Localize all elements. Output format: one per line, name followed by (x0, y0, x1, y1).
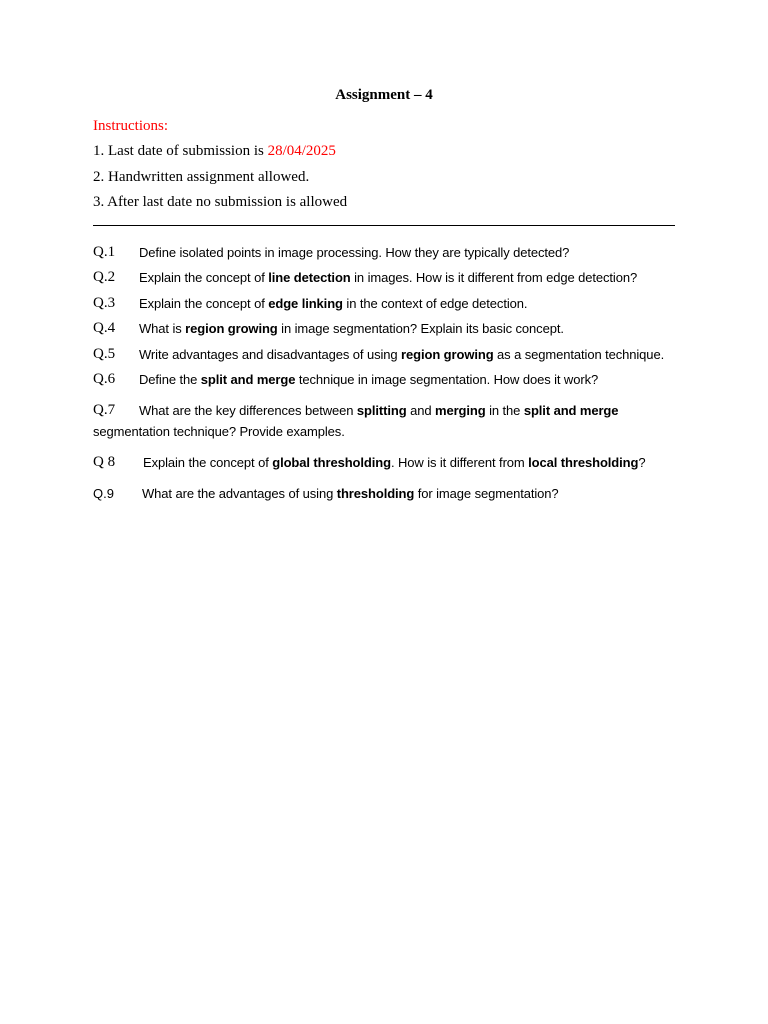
question-text-run: and (406, 403, 435, 418)
question-keyword: merging (435, 403, 486, 418)
question-number: Q.1 (93, 244, 116, 260)
question-keyword: splitting (356, 403, 407, 418)
question-number: Q.4 (93, 320, 116, 336)
question-text (139, 270, 637, 285)
question-text-run: technique in image segmentation. How does it work? (295, 372, 599, 387)
question-number: Q.9 (93, 486, 114, 501)
question-text-run: as a segmentation technique. (493, 347, 665, 362)
question-text-run: in the context of edge detection. (342, 296, 528, 311)
question-text (143, 455, 645, 470)
question-text-run: Explain the concept of (139, 270, 269, 285)
question-keyword: line detection (268, 270, 351, 285)
question-keyword: split and merge (523, 403, 619, 418)
question-keyword: split and merge (200, 372, 296, 387)
question-text-run: Define isolated points in image processing. How they are typically detected? (139, 245, 570, 260)
question-text-run: . How is it different from (390, 455, 529, 470)
question-keyword: region growing (185, 321, 278, 336)
instructions-heading: Instructions: (93, 118, 168, 134)
question-text-run: in images. How is it different from edge detection? (350, 270, 638, 285)
question-number: Q.2 (93, 269, 116, 285)
question-number: Q.6 (93, 371, 116, 387)
question-text-run: in the (485, 403, 524, 418)
instruction-text: 1. Last date of submission is (93, 143, 268, 159)
question-text-run: What are the advantages of using (142, 486, 337, 501)
question-text (139, 372, 598, 387)
question-number: Q 8 (93, 454, 116, 470)
question-keyword: global thresholding (272, 455, 391, 470)
question-keyword: edge linking (268, 296, 343, 311)
question-text-run: ? (638, 455, 646, 470)
submission-date: 28/04/2025 (267, 143, 336, 159)
question-number: Q.5 (93, 346, 116, 362)
question-text-run: What is (139, 321, 186, 336)
question-text-run: for image segmentation? (414, 486, 559, 501)
horizontal-divider (93, 225, 675, 226)
question-text-run: Write advantages and disadvantages of using (139, 347, 402, 362)
question-text-run: Explain the concept of (139, 296, 269, 311)
question-text (139, 347, 664, 362)
question-keyword: region growing (401, 347, 494, 362)
question-number: Q.7 (93, 402, 116, 418)
instruction-item-3: 3. After last date no submission is allowed (93, 194, 348, 210)
question-text (139, 403, 618, 418)
question-text (142, 486, 559, 501)
question-text (139, 321, 564, 336)
instruction-item-1 (93, 143, 336, 160)
question-text (139, 245, 569, 260)
instruction-item-2: 2. Handwritten assignment allowed. (93, 169, 310, 185)
question-text-run: in image segmentation? Explain its basic concept. (277, 321, 564, 336)
question-continuation: segmentation technique? Provide examples. (93, 424, 345, 439)
question-text-run: What are the key differences between (139, 403, 357, 418)
question-number: Q.3 (93, 295, 116, 311)
page-title: Assignment – 4 (335, 87, 433, 103)
question-keyword: thresholding (336, 486, 415, 501)
question-text (139, 296, 527, 311)
question-text-run: Define the (139, 372, 201, 387)
question-keyword: local thresholding (528, 455, 639, 470)
question-text-run: Explain the concept of (143, 455, 273, 470)
